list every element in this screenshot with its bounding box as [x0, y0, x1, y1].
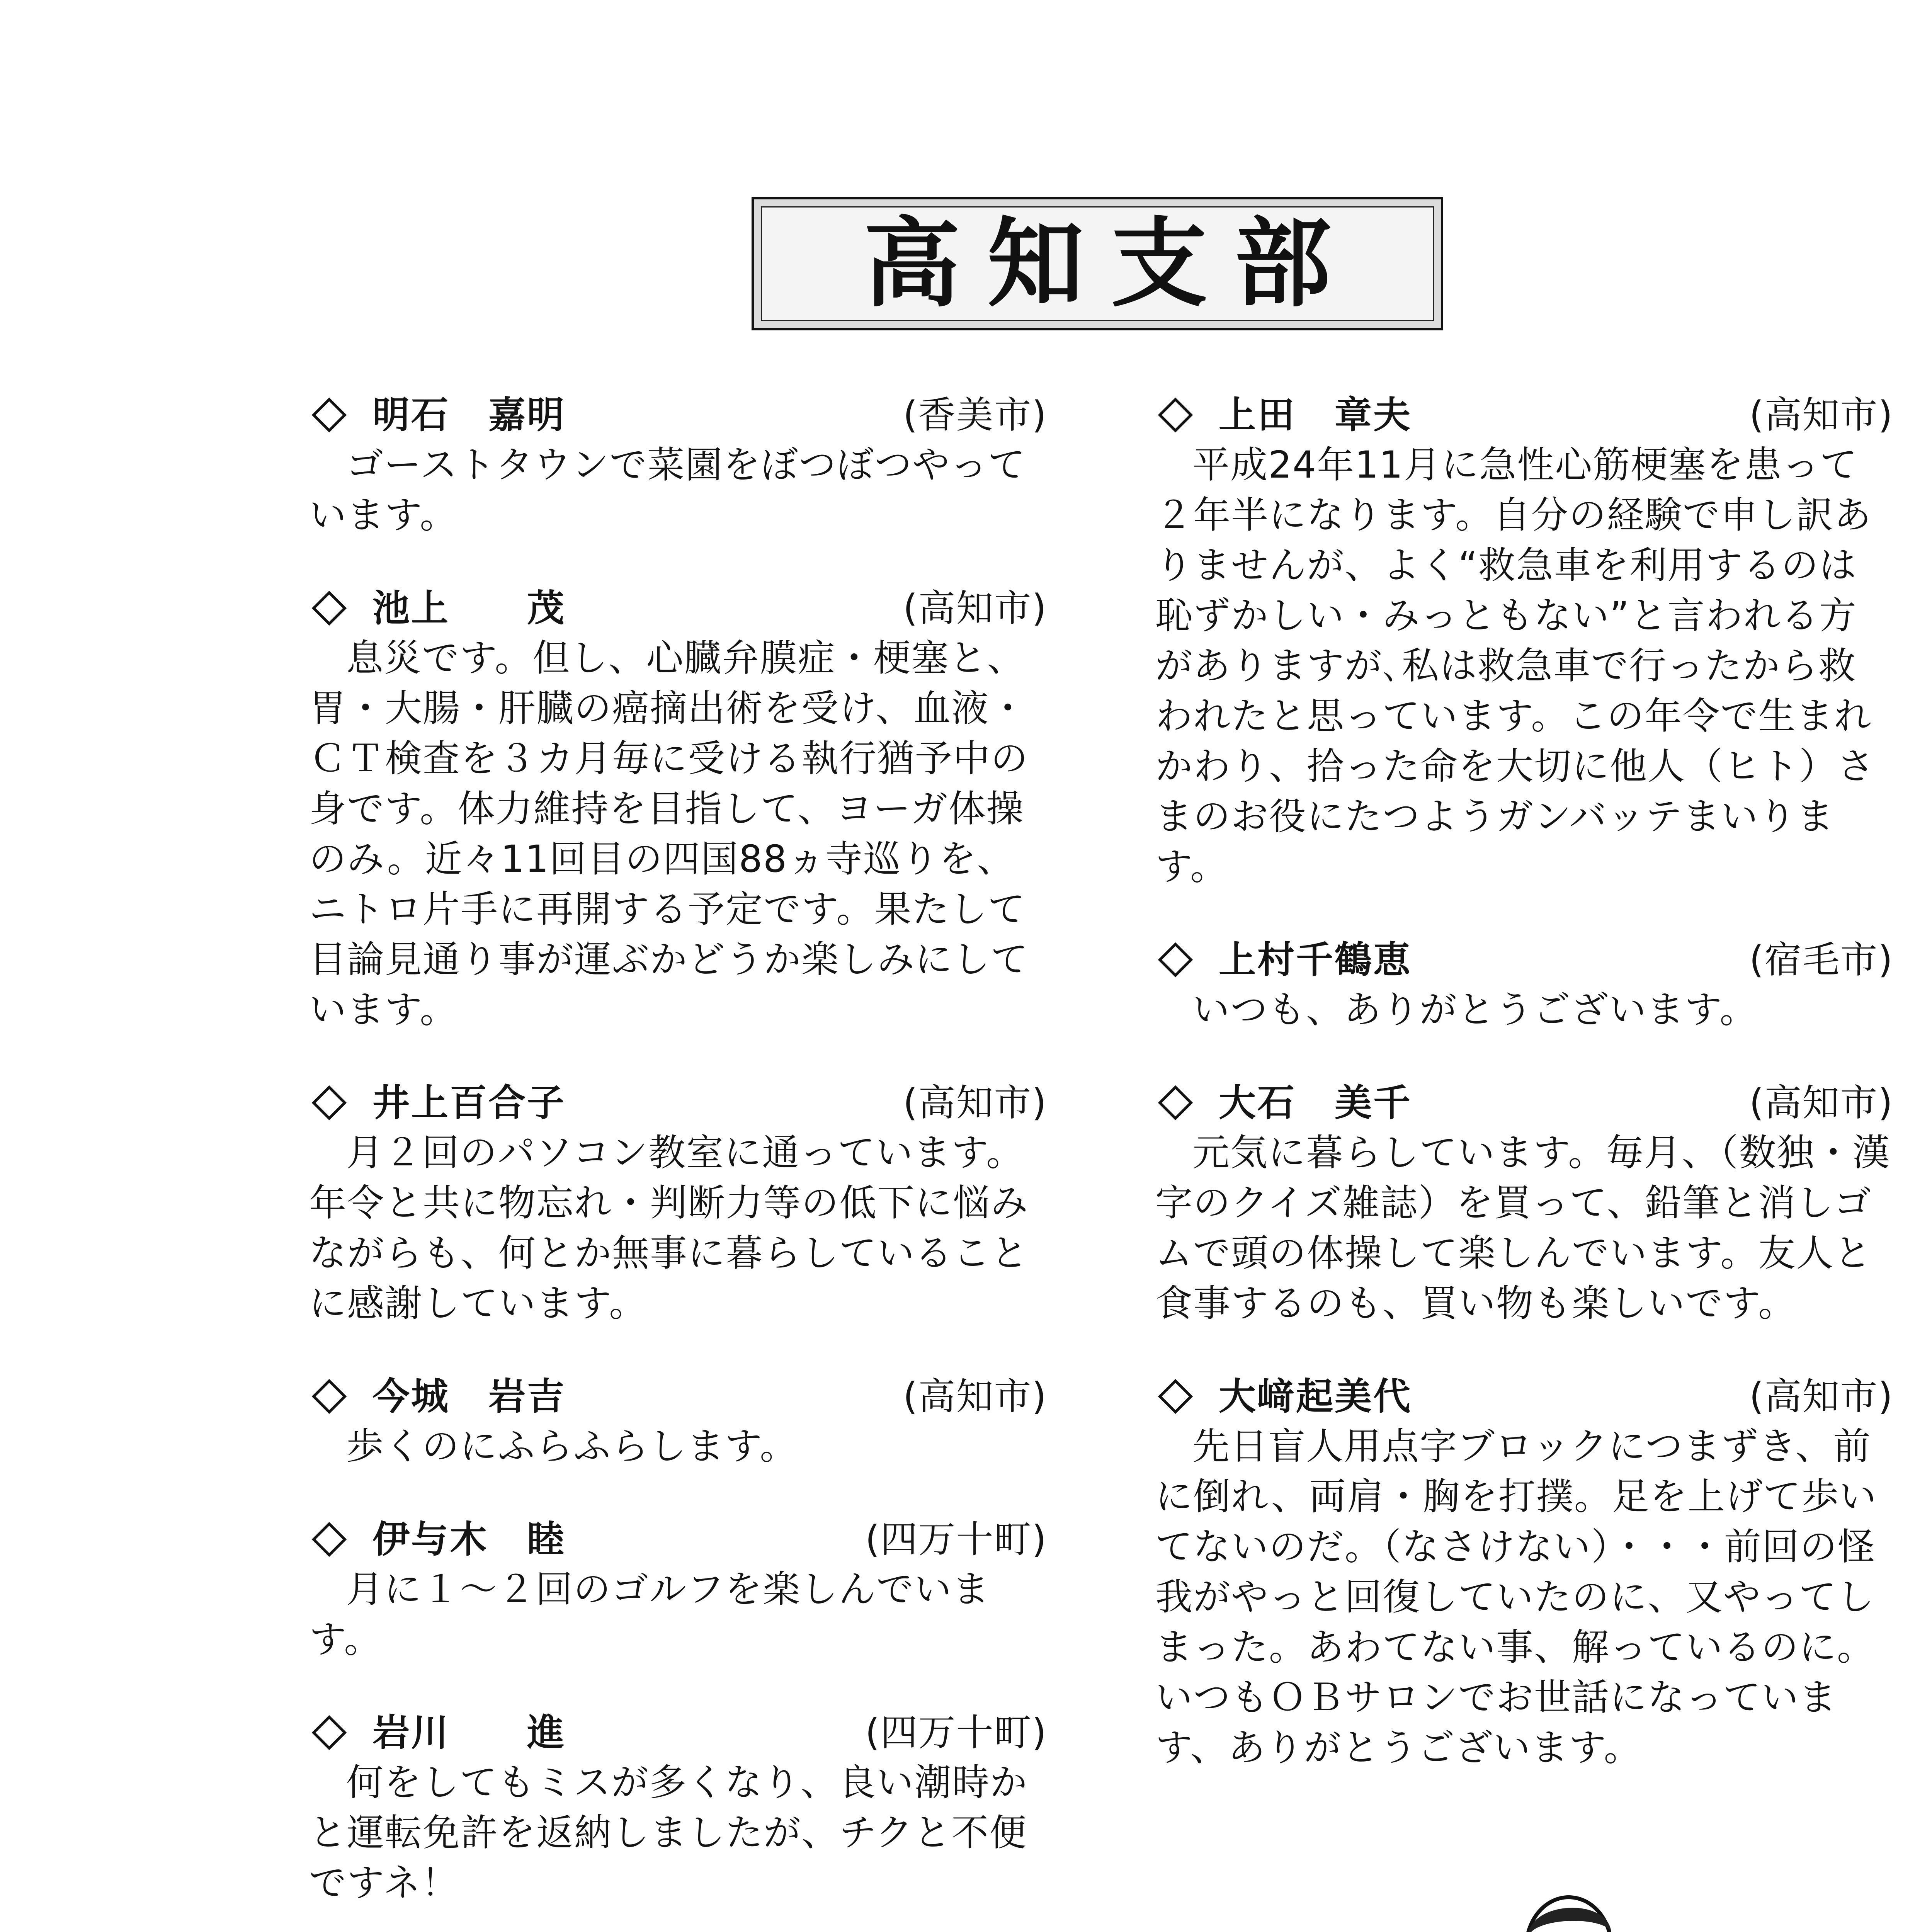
member-name: 大﨑起美代 [1219, 1375, 1412, 1418]
left-column [309, 390, 1047, 1932]
member-entry [309, 583, 1047, 1035]
member-name: 大石 美千 [1219, 1081, 1412, 1124]
entry-header [1155, 390, 1893, 440]
diamond-icon [1158, 398, 1193, 433]
member-message: 平成24年11月に急性心筋梗塞を患って２年半になります。自分の経験で申し訳ありませんが、よく“救急車を利用するのは恥ずかしい・みっともない”と言われる方がありますが､私は救急車で行ったから救われたと思っています。この年令で生まれかわり、拾った命を大切に他人（ヒト）さまのお役にたつようガンバッテまいります。 [1155, 443, 1875, 888]
diamond-icon [312, 1715, 347, 1750]
diamond-icon [1158, 1085, 1193, 1121]
section-title: 高知支部 [864, 207, 1358, 320]
member-entry [1155, 1372, 1893, 1773]
section-title-box [752, 197, 1443, 330]
member-message: 息災です。但し、心臓弁膜症・梗塞と、胃・大腸・肝臓の癌摘出術を受け、血液・ＣＴ検査を３カ月毎に受ける執行猶予中の身です。体力維持を目指して、ヨーガ体操のみ。近々11回目の四国88ヵ寺巡りを、ニトロ片手に再開する予定です。果たして目論見通り事が運ぶかどうか楽しみにしています。 [309, 636, 1029, 1031]
diamond-icon [312, 591, 347, 626]
member-place: (高知市) [903, 1081, 1047, 1124]
entry-header [1155, 935, 1893, 985]
entry-header [1155, 1372, 1893, 1421]
member-place: (高知市) [1749, 1081, 1893, 1124]
member-entry [309, 390, 1047, 540]
entry-header [309, 390, 1047, 440]
elderly-man-figure [1519, 1897, 1642, 1932]
member-place: (高知市) [903, 587, 1047, 630]
member-place: (香美市) [903, 393, 1047, 437]
entry-header [309, 583, 1047, 633]
member-entry [1155, 935, 1893, 1035]
entry-header [309, 1515, 1047, 1564]
member-name: 岩川 進 [372, 1711, 566, 1754]
member-message: 何をしてもミスが多くなり、良い潮時かと運転免許を返納しましたが、チクと不便ですネ！ [309, 1761, 1028, 1905]
member-place: (四万十町) [865, 1711, 1047, 1754]
member-message: いつも、ありがとうございます。 [1192, 988, 1758, 1031]
member-message: ゴーストタウンで菜園をぼつぼつやっています。 [309, 443, 1026, 537]
member-name: 上村千鶴恵 [1219, 938, 1412, 981]
member-entry [1155, 390, 1893, 892]
diamond-icon [312, 398, 347, 433]
member-message: 歩くのにふらふらします。 [346, 1425, 798, 1468]
diamond-icon [1158, 1379, 1193, 1414]
member-place: (高知市) [903, 1375, 1047, 1418]
member-message: 元気に暮らしています。毎月、（数独・漢字のクイズ雑誌）を買って、鉛筆と消しゴムで頭の体操して楽しんでいます。友人と食事するのも、買い物も楽しいです。 [1155, 1131, 1891, 1325]
diamond-icon [1158, 942, 1193, 978]
member-name: 池上 茂 [372, 587, 566, 630]
member-entry [309, 1515, 1047, 1665]
member-name: 今城 岩吉 [372, 1375, 566, 1418]
member-name: 上田 章夫 [1219, 393, 1412, 437]
member-place: (高知市) [1749, 393, 1893, 437]
member-entry [1155, 1078, 1893, 1328]
member-message: 月に１～２回のゴルフを楽しんでいます。 [309, 1568, 990, 1661]
member-message: 先日盲人用点字ブロックにつまずき、前に倒れ、両肩・胸を打撲。足を上げて歩いてないのだ。（なさけない）・・・前回の怪我がやっと回復していたのに、又やってしまった。あわてない事、解っているのに。いつもＯＢサロンでお世話になっています、ありがとうございます。 [1155, 1425, 1877, 1769]
entry-header [1155, 1078, 1893, 1128]
member-name: 伊与木 睦 [372, 1518, 566, 1561]
member-entry [309, 1078, 1047, 1328]
entry-header [309, 1372, 1047, 1421]
entry-header [309, 1078, 1047, 1128]
elderly-couple-illustration [1337, 1886, 1747, 1932]
member-name: 井上百合子 [372, 1081, 566, 1124]
member-entry [309, 1372, 1047, 1471]
diamond-icon [312, 1085, 347, 1121]
member-place: (高知市) [1749, 1375, 1893, 1418]
diamond-icon [312, 1522, 347, 1557]
diamond-icon [312, 1379, 347, 1414]
member-place: (宿毛市) [1749, 938, 1893, 981]
entry-header [309, 1708, 1047, 1757]
member-place: (四万十町) [865, 1518, 1047, 1561]
right-column [1155, 390, 1893, 1816]
member-message: 月２回のパソコン教室に通っています。年令と共に物忘れ・判断力等の低下に悩みながらも、何とか無事に暮らしていることに感謝しています。 [309, 1131, 1029, 1325]
member-entry [309, 1708, 1047, 1908]
member-name: 明石 嘉明 [372, 393, 566, 437]
